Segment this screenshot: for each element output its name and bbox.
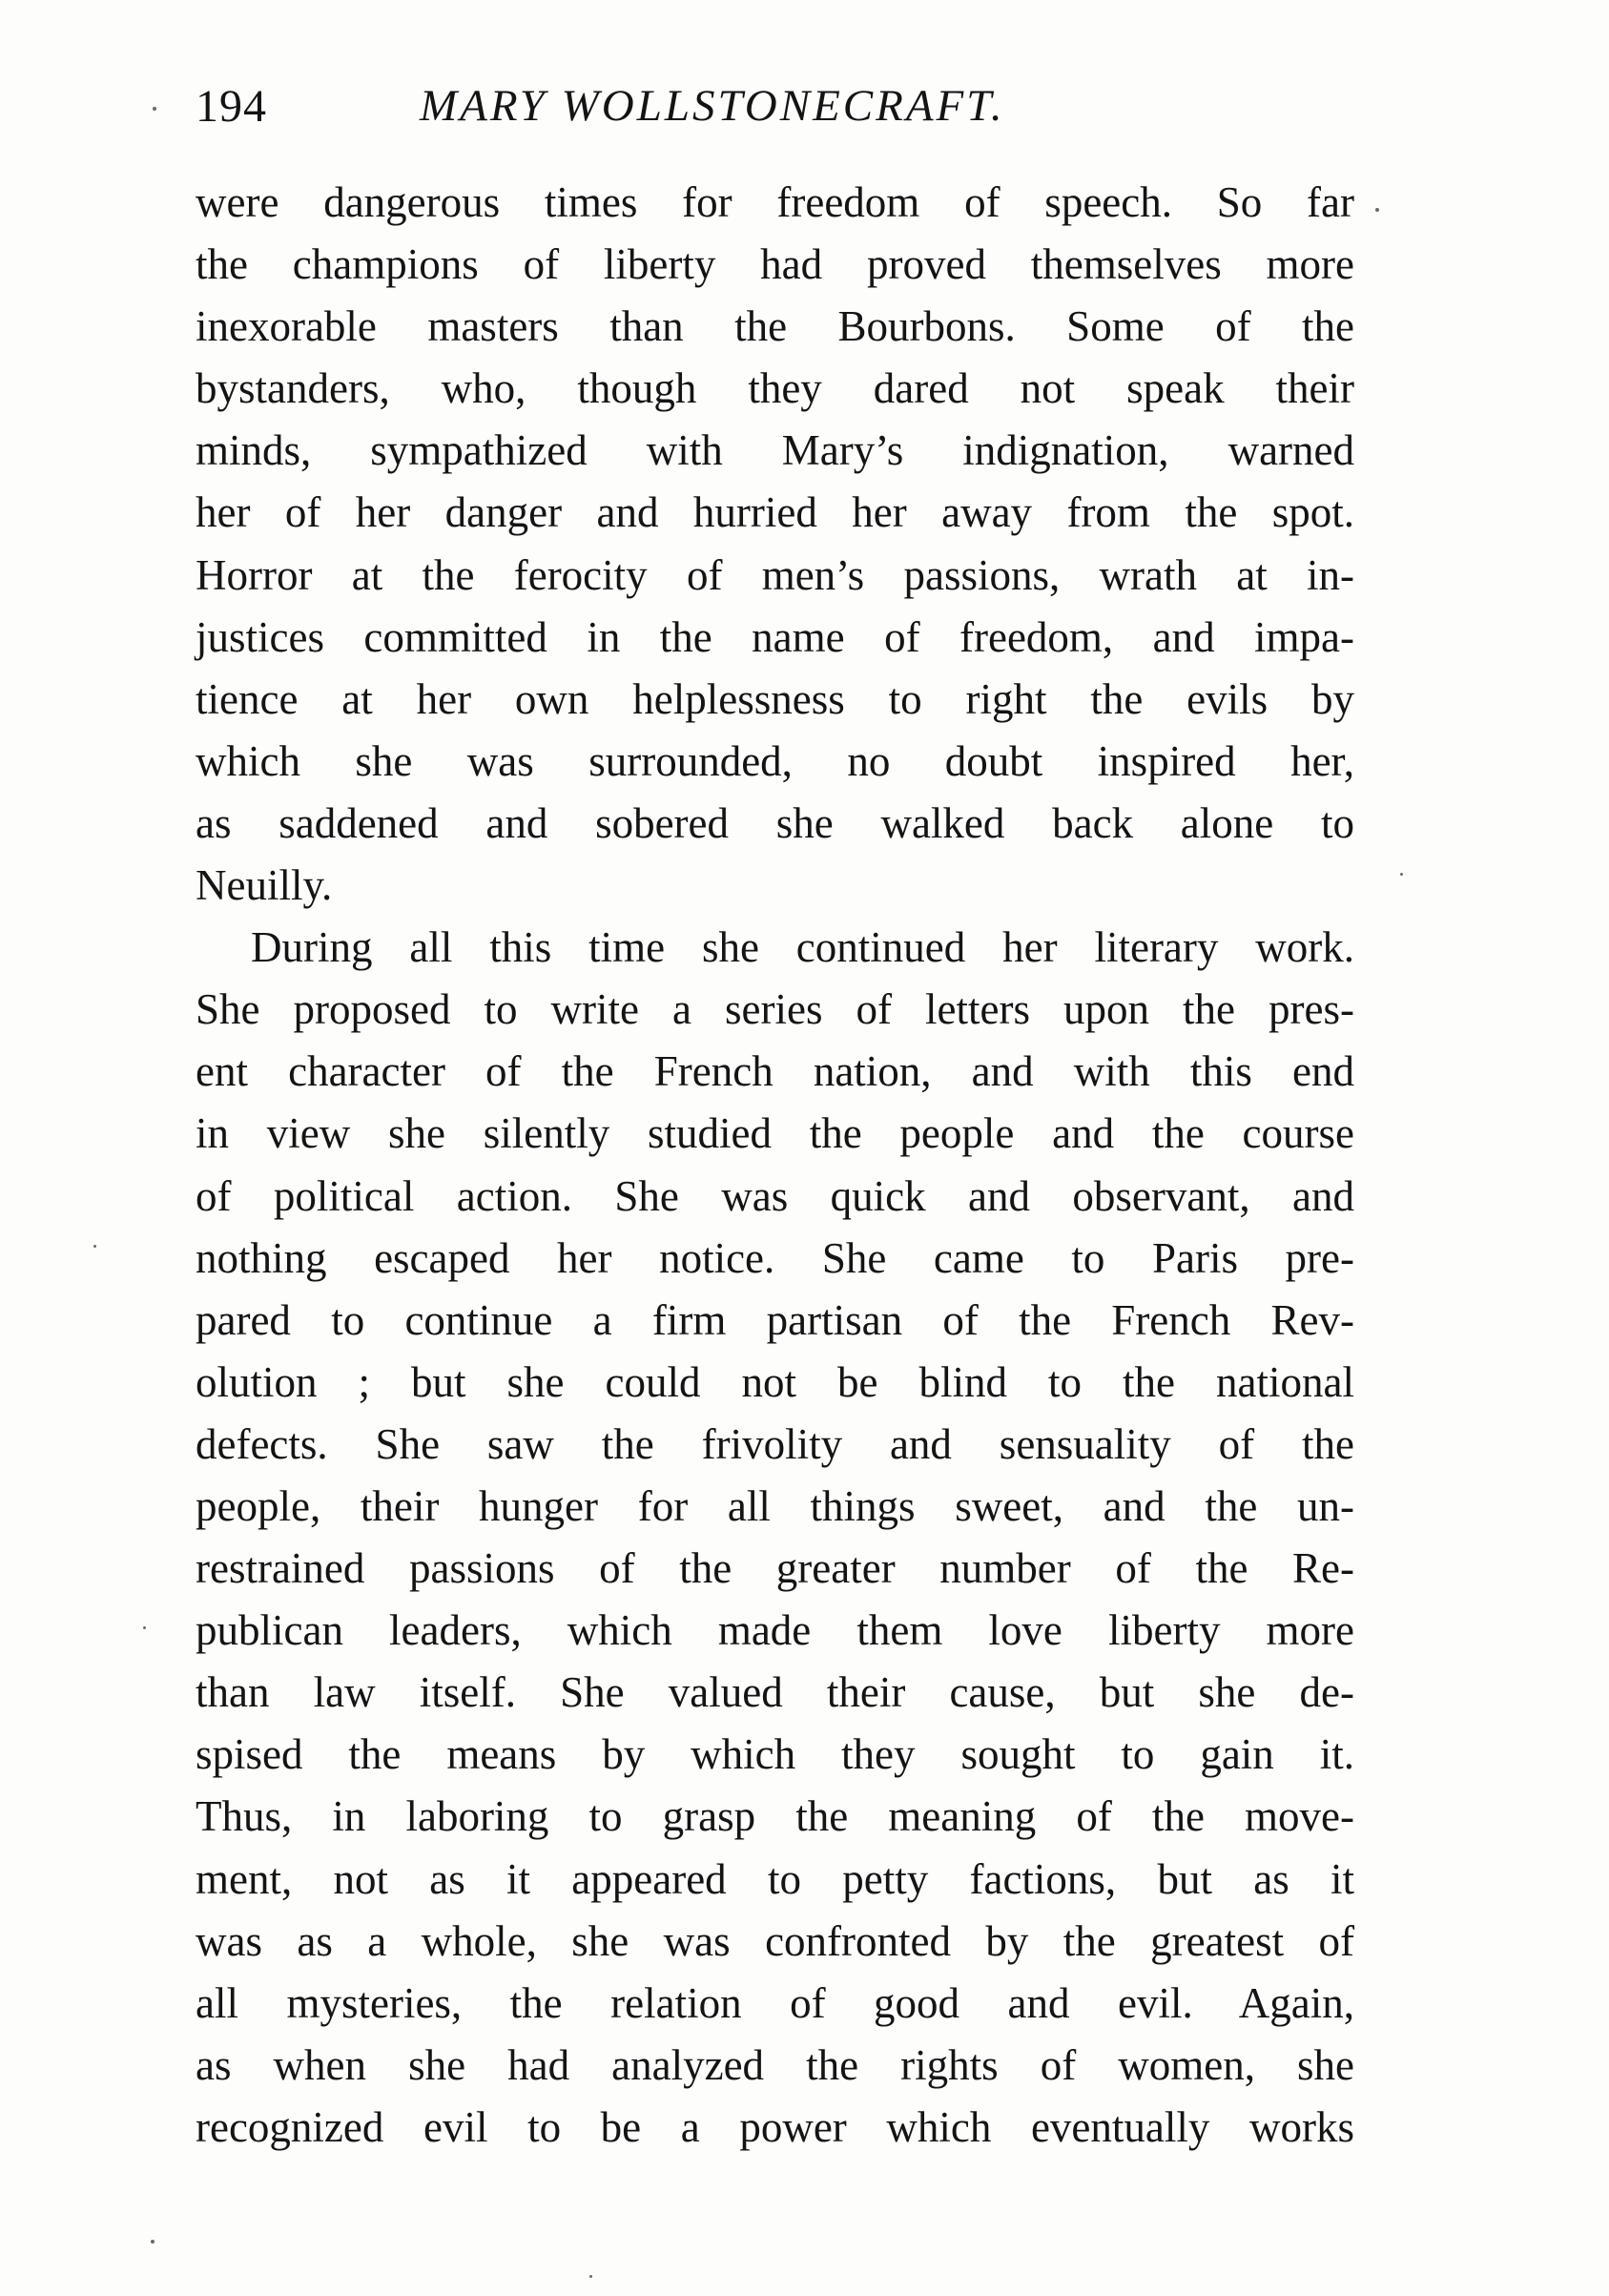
text-line: nothing escaped her notice. She came to Paris pre- (196, 1233, 1354, 1282)
text-line: as when she had analyzed the rights of women, she (196, 2040, 1354, 2089)
text-line: During all this time she continued her literary work. (251, 923, 1354, 972)
page-number: 194 (196, 81, 267, 132)
scan-speck (1375, 208, 1379, 212)
text-line: Neuilly. (196, 861, 333, 910)
text-line: bystanders, who, though they dared not speak their (196, 364, 1354, 413)
body-text (196, 172, 1354, 2159)
text-line: ment, not as it appeared to petty factions, but as it (196, 1854, 1354, 1903)
scan-speck (93, 1245, 96, 1248)
text-line: of political action. She was quick and observant, and (196, 1171, 1354, 1220)
scan-speck (143, 1626, 146, 1629)
text-line: ent character of the French nation, and with this end (196, 1047, 1354, 1096)
text-line: publican leaders, which made them love liberty more (196, 1606, 1354, 1655)
text-line: recognized evil to be a power which eventually works (196, 2102, 1354, 2151)
text-line: all mysteries, the relation of good and evil. Again, (196, 1978, 1354, 2027)
text-line: the champions of liberty had proved themselves more (196, 240, 1354, 289)
running-title: MARY WOLLSTONECRAFT. (420, 81, 1005, 131)
text-line: her of her danger and hurried her away from the spot. (196, 488, 1354, 537)
paragraph-1 (196, 172, 1354, 917)
scan-speck (151, 2240, 155, 2244)
text-line: She proposed to write a series of letters upon the pres- (196, 985, 1354, 1034)
text-line: inexorable masters than the Bourbons. Some of the (196, 302, 1354, 351)
scan-speck (589, 2275, 592, 2278)
text-line: people, their hunger for all things sweet, and the un- (196, 1481, 1354, 1530)
text-line: olution ; but she could not be blind to the national (196, 1357, 1354, 1406)
text-line: Thus, in laboring to grasp the meaning of the move- (196, 1792, 1354, 1841)
scan-speck (153, 107, 156, 111)
text-line: were dangerous times for freedom of speech. So far (196, 178, 1354, 226)
text-line: pared to continue a firm partisan of the French Rev- (196, 1295, 1354, 1344)
text-line: in view she silently studied the people and the course (196, 1109, 1354, 1158)
text-line: was as a whole, she was confronted by the greatest of (196, 1916, 1354, 1965)
page-header (196, 74, 1359, 151)
text-line: justices committed in the name of freedom, and impa- (196, 612, 1354, 661)
text-line: spised the means by which they sought to gain it. (196, 1730, 1354, 1779)
text-line: as saddened and sobered she walked back alone to (196, 798, 1354, 847)
text-line: Horror at the ferocity of men’s passions, wrath at in- (196, 550, 1354, 599)
scan-speck (1400, 873, 1403, 876)
text-line: than law itself. She valued their cause, but she de- (196, 1668, 1354, 1717)
text-line: restrained passions of the greater number of the Re- (196, 1544, 1354, 1593)
text-line: tience at her own helplessness to right the evils by (196, 674, 1354, 723)
text-line: which she was surrounded, no doubt inspired her, (196, 736, 1354, 785)
text-line: minds, sympathized with Mary’s indignation, warned (196, 426, 1354, 475)
paragraph-2 (196, 917, 1354, 2159)
text-line: defects. She saw the frivolity and sensuality of the (196, 1419, 1354, 1468)
